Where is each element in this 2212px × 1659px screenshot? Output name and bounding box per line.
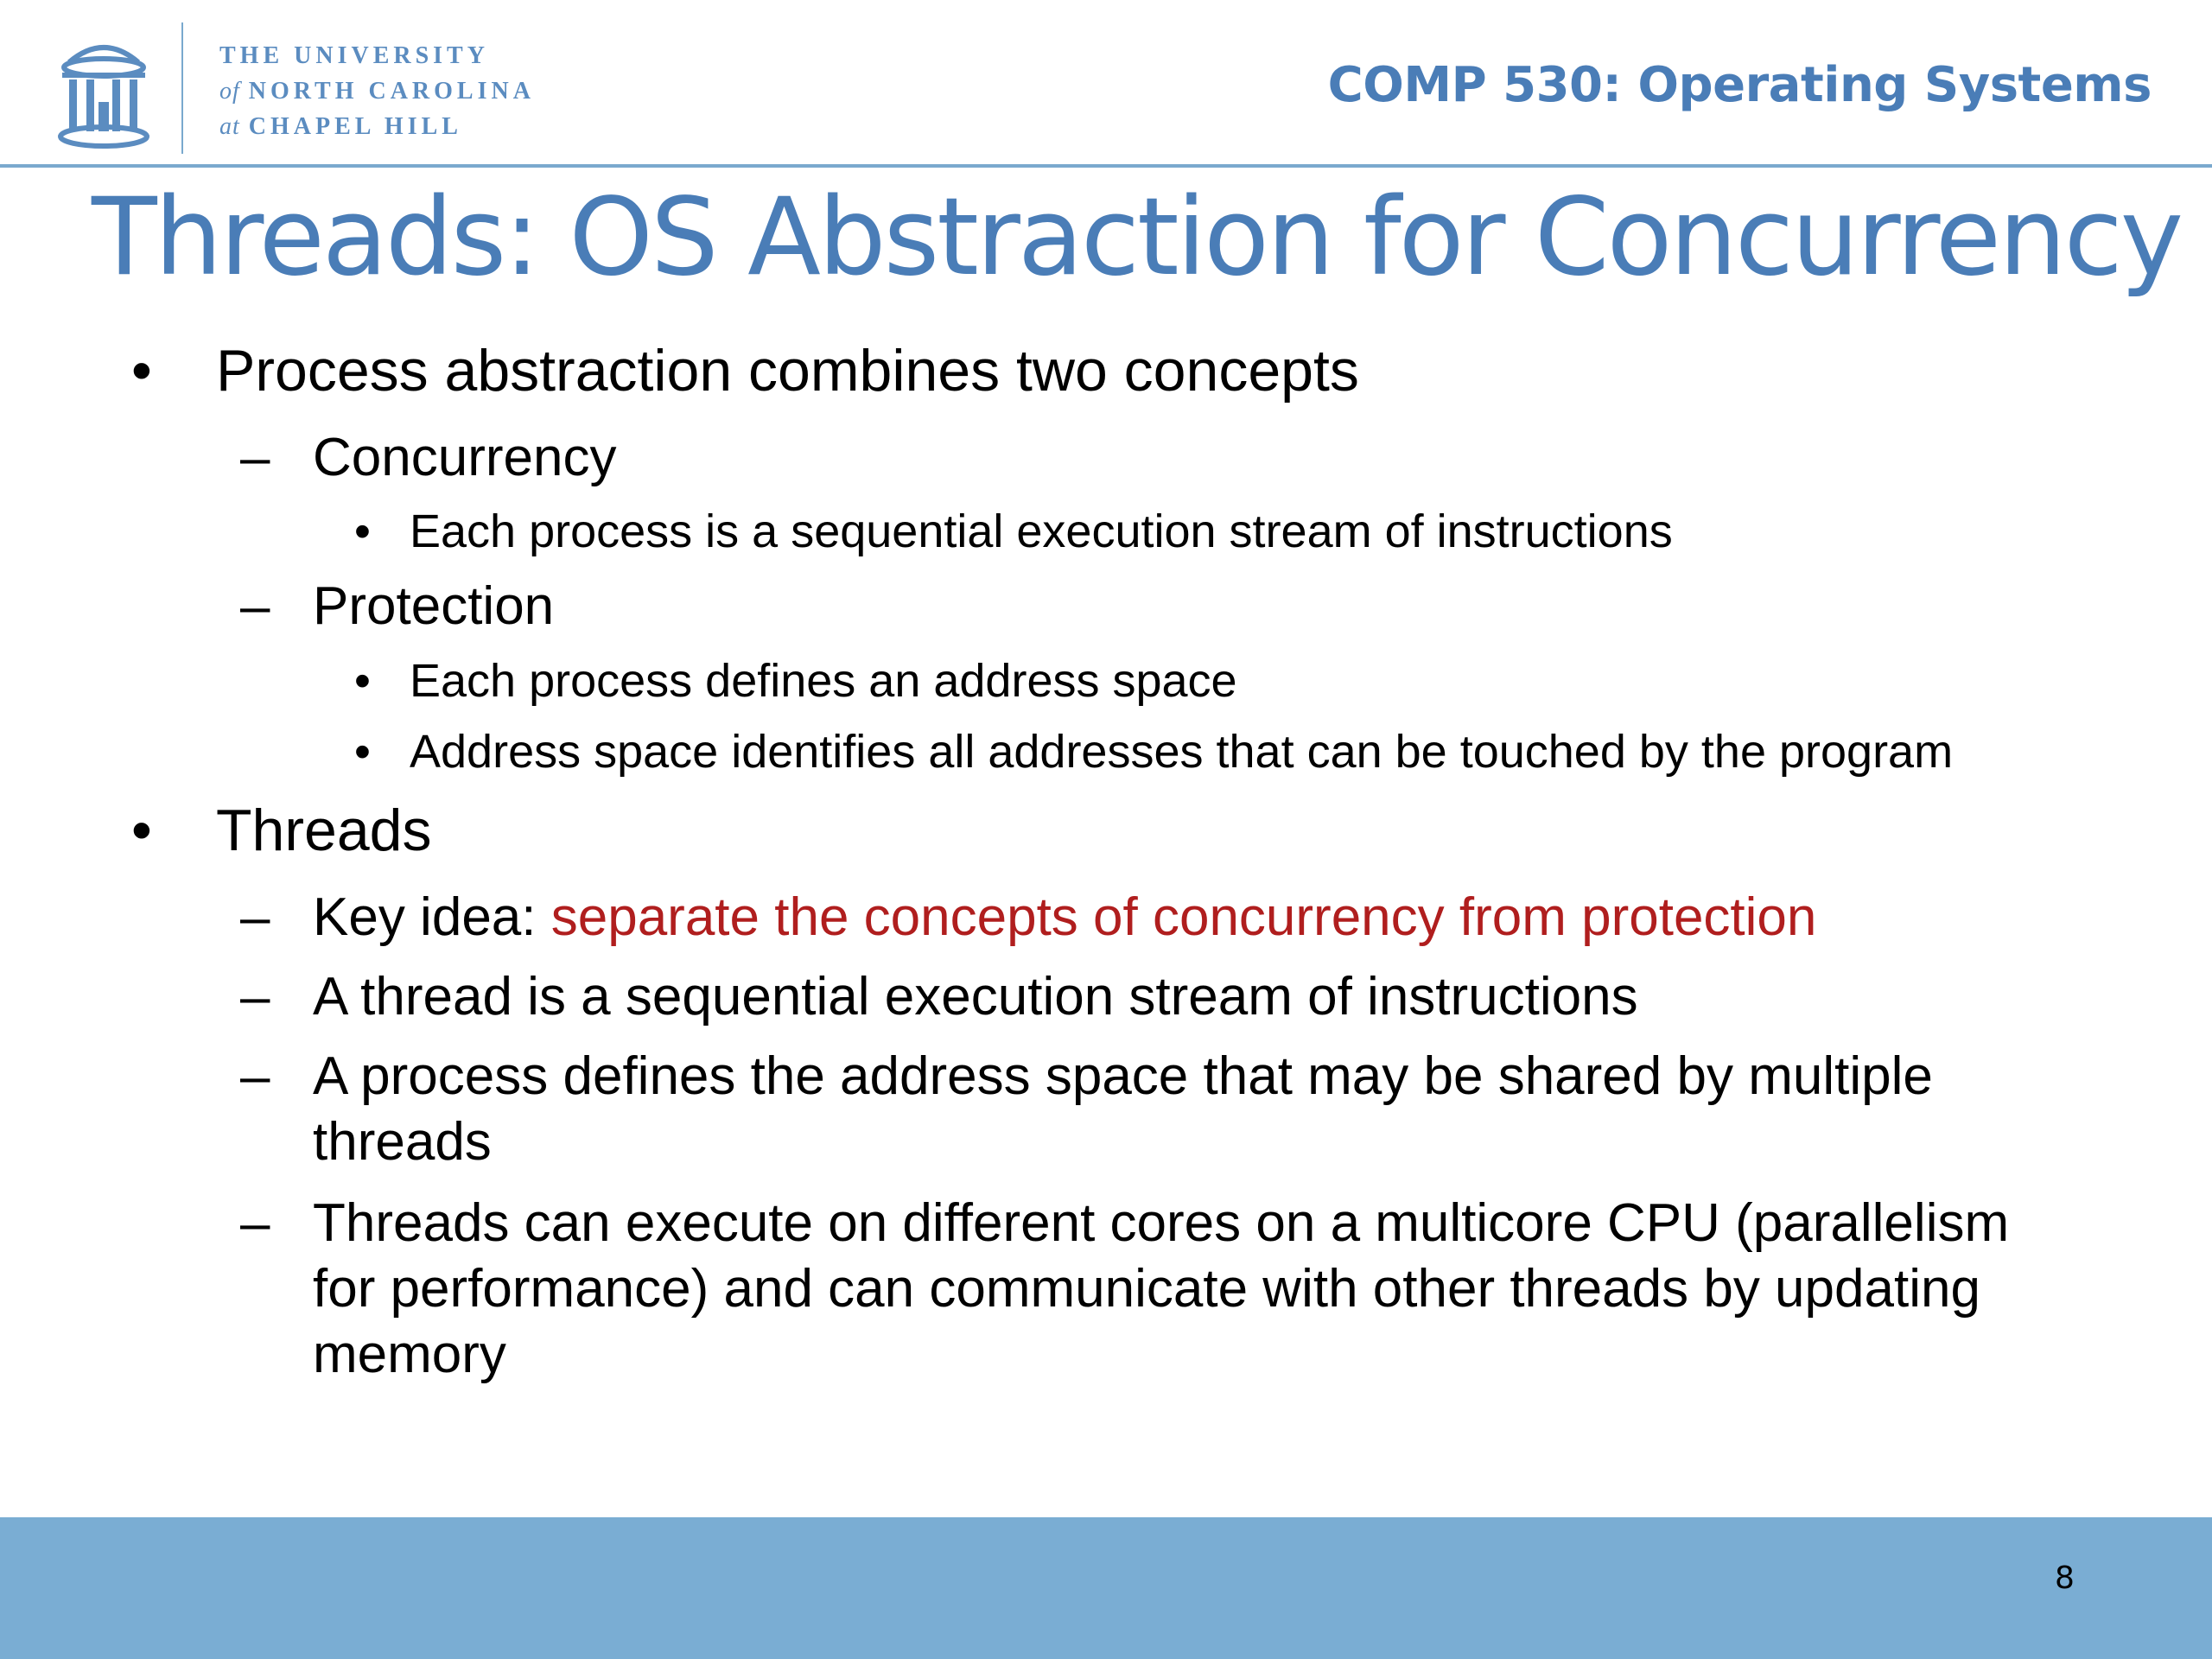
header-rule (0, 164, 2212, 168)
key-idea-prefix: Key idea: (313, 887, 551, 947)
university-line-3-text: CHAPEL HILL (248, 113, 462, 140)
sub-sub-bullet-address-space-identifies: Address space identifies all addresses that can be touched by the program (410, 726, 1954, 778)
sub-bullet-multicore-line-1: Threads can execute on different cores on a multicore CPU (parallelism (313, 1193, 2010, 1253)
sub-bullet-concurrency: Concurrency (313, 428, 617, 487)
logo-divider (181, 22, 183, 154)
bullet-process-abstraction: Process abstraction combines two concepts (216, 338, 1359, 404)
bullet-threads: Threads (216, 798, 432, 863)
sub-bullet-multicore-line-2: for performance) and can communicate with other threads by updating (313, 1259, 1980, 1319)
sub-bullet-key-idea (313, 887, 1816, 948)
dash-marker: – (240, 887, 270, 947)
course-title: COMP 530: Operating Systems (1327, 57, 2152, 113)
page-number: 8 (2055, 1560, 2075, 1596)
sub-bullet-thread-definition: A thread is a sequential execution stream of instructions (313, 967, 1638, 1027)
sub-bullet-process-defines-line-1: A process defines the address space that may be shared by multiple (313, 1046, 1933, 1106)
dash-marker: – (240, 967, 270, 1027)
university-line-3-prefix: at (219, 113, 240, 140)
university-line-2-text: NORTH CAROLINA (248, 78, 535, 105)
bullet-marker: • (131, 338, 152, 404)
sub-bullet-process-defines-line-2: threads (313, 1112, 492, 1172)
old-well-icon (55, 33, 152, 150)
university-wordmark (219, 38, 535, 144)
university-line-3 (219, 109, 535, 144)
footer-bar (0, 1517, 2212, 1659)
sub-sub-bullet-address-space: Each process defines an address space (410, 655, 1237, 707)
dash-marker: – (240, 1046, 270, 1106)
dash-marker: – (240, 1193, 270, 1253)
dash-marker: – (240, 428, 270, 487)
key-idea-highlight: separate the concepts of concurrency from protection (550, 887, 1817, 947)
sub-sub-bullet-sequential-stream: Each process is a sequential execution stream of instructions (410, 505, 1673, 557)
bullet-marker: • (354, 655, 371, 707)
university-line-2-prefix: of (219, 78, 240, 105)
bullet-marker: • (131, 798, 152, 863)
sub-bullet-multicore-line-3: memory (313, 1325, 506, 1384)
dash-marker: – (240, 576, 270, 636)
bullet-marker: • (354, 505, 371, 557)
sub-bullet-protection: Protection (313, 576, 555, 636)
university-line-1: THE UNIVERSITY (219, 42, 489, 69)
slide-title: Threads: OS Abstraction for Concurrency (92, 175, 2182, 300)
bullet-marker: • (354, 726, 371, 778)
university-line-2 (219, 73, 535, 109)
